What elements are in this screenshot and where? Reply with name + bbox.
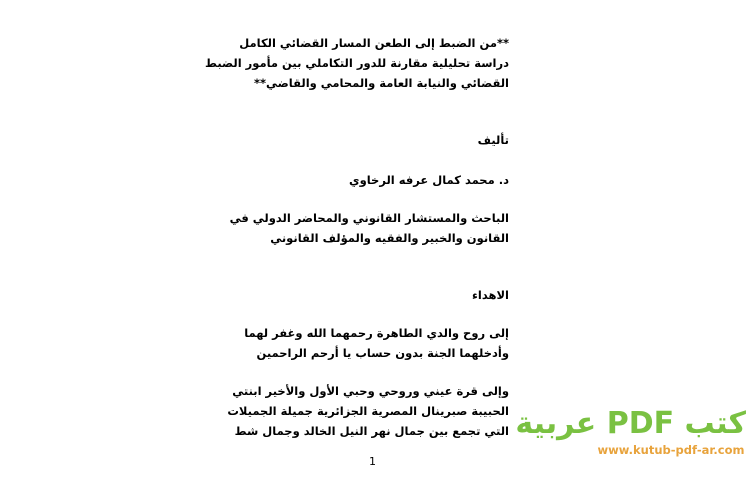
author-name: د. محمد كمال عرفه الرخاوي [349,173,509,187]
author-description-line-2: القانون والخبير والفقيه والمؤلف القانوني [270,231,509,245]
dedication-heading: الاهداء [472,288,509,302]
watermark-logo: كتب PDF عربية [515,406,746,441]
watermark [515,406,746,458]
author-description [219,208,509,248]
dedication-paragraph-2 [219,381,509,441]
dedication-p2-line-2: الحبيبة صبرينال المصرية الجزائرية جميلة الجميلات [227,404,509,418]
title-line-2: دراسة تحليلية مقارنة للدور التكاملي بين مأمور الضبط [205,56,509,70]
book-title [205,33,509,93]
dedication-p2-line-1: وإلى قرة عيني وروحي وحبي الأول والأخير ابنتي [232,384,509,398]
dedication-p1-line-2: وأدخلهما الجنة بدون حساب يا أرحم الراحمين [256,346,509,360]
title-line-3: القضائي والنيابة العامة والمحامي والقاضي** [254,76,509,90]
title-line-1: **من الضبط إلى الطعن المسار القضائي الكامل [239,36,509,50]
author-description-line-1: الباحث والمستشار القانوني والمحاضر الدولي في [229,211,509,225]
dedication-p1-line-1: إلى روح والدي الطاهرة رحمهما الله وغفر لهما [244,326,509,340]
page-number: 1 [369,455,376,468]
watermark-url: www.kutub-pdf-ar.com [597,443,745,457]
dedication-paragraph-1 [219,323,509,363]
authorship-label: تأليف [477,133,509,147]
dedication-p2-line-3: التي تجمع بين جمال نهر النيل الخالد وجمال شط [234,424,509,438]
